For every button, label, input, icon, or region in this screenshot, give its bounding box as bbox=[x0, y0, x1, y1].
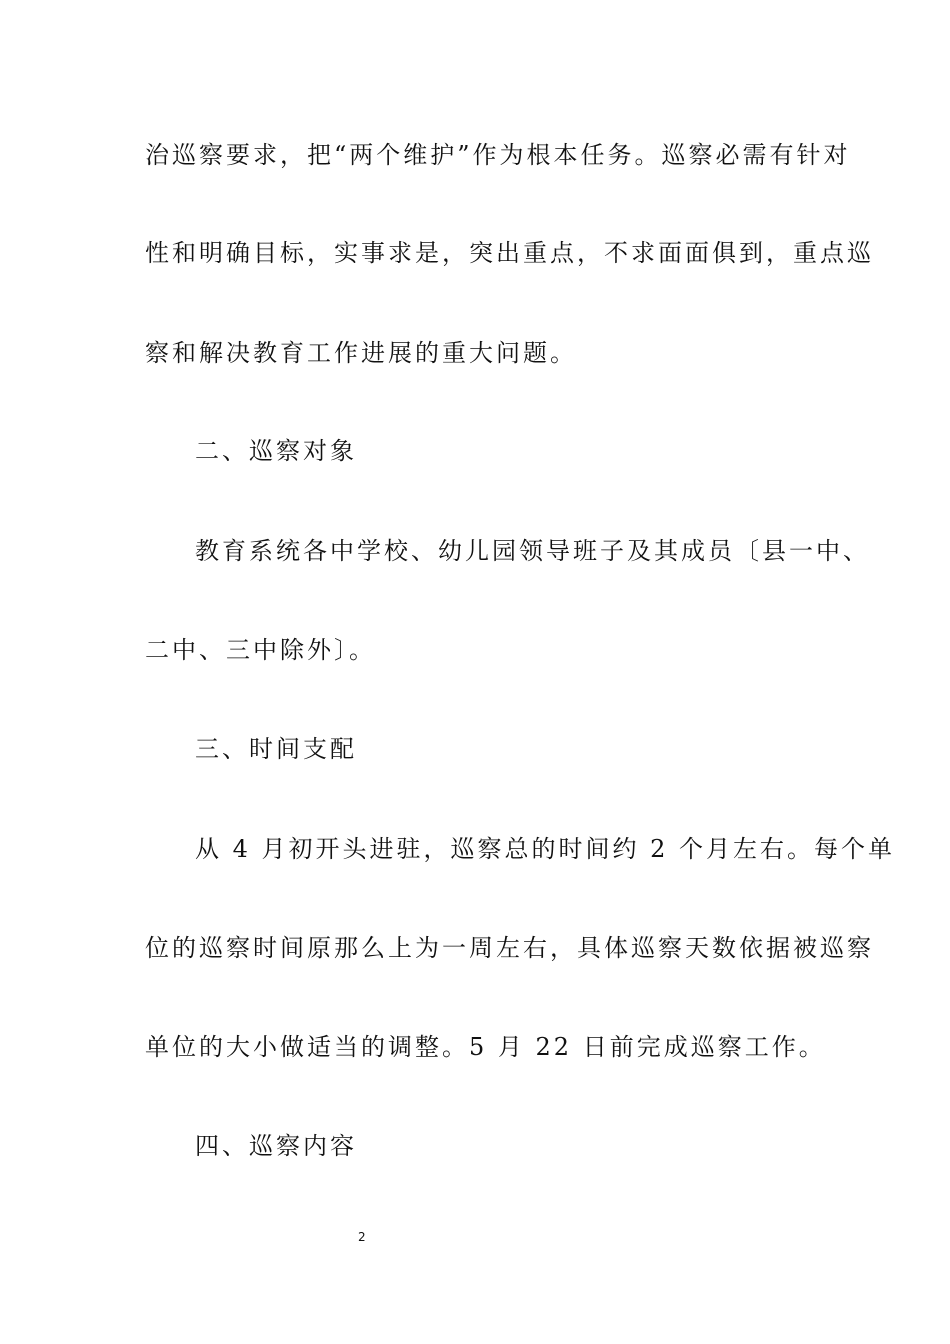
section-heading: 二、巡察对象 bbox=[195, 437, 357, 465]
paragraph-line: 治巡察要求，把“两个维护”作为根本任务。巡察必需有针对 bbox=[145, 141, 851, 169]
paragraph-line: 单位的大小做适当的调整。5 月 22 日前完成巡察工作。 bbox=[145, 1033, 826, 1061]
paragraph-line: 性和明确目标，实事求是，突出重点，不求面面俱到，重点巡 bbox=[145, 239, 874, 267]
page-number: 2 bbox=[358, 1230, 366, 1244]
paragraph-line: 教育系统各中学校、幼儿园领导班子及其成员〔县一中、 bbox=[195, 537, 870, 565]
paragraph-line: 察和解决教育工作进展的重大问题。 bbox=[145, 339, 577, 367]
section-heading: 四、巡察内容 bbox=[195, 1132, 357, 1160]
paragraph-line: 位的巡察时间原那么上为一周左右，具体巡察天数依据被巡察 bbox=[145, 934, 874, 962]
paragraph-line: 二中、三中除外〕。 bbox=[145, 636, 376, 664]
section-heading: 三、时间支配 bbox=[195, 735, 357, 763]
paragraph-line: 从 4 月初开头进驻，巡察总的时间约 2 个月左右。每个单 bbox=[195, 835, 896, 863]
